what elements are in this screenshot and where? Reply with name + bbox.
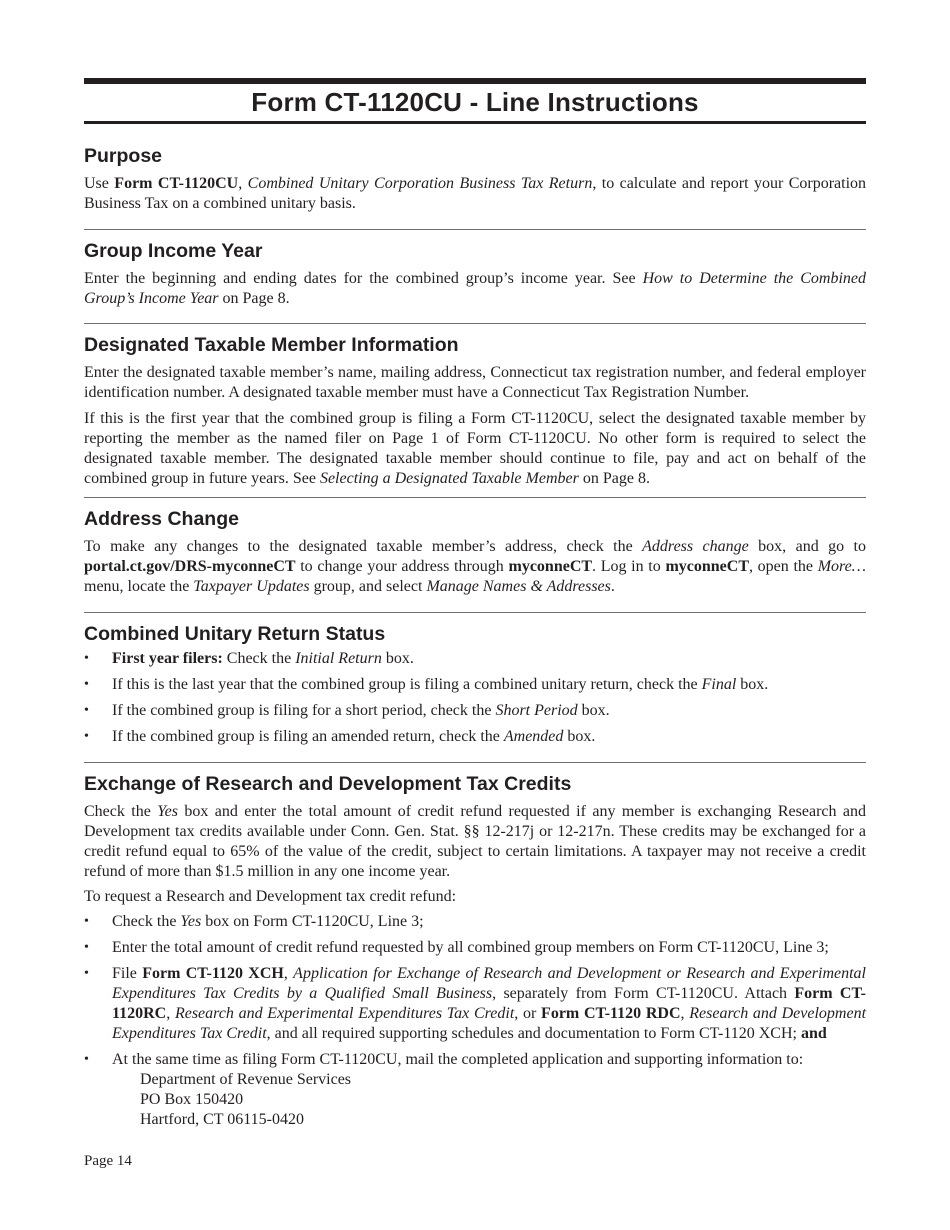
portal-link[interactable]: portal.ct.gov/DRS-myconneCT	[84, 558, 296, 575]
section-address-change	[84, 498, 866, 613]
list-item: • If the combined group is filing for a short period, check the Short Period box.	[84, 701, 866, 721]
research-credits-heading: Exchange of Research and Development Tax Credits	[84, 773, 572, 795]
section-group-income-year	[84, 230, 866, 324]
return-status-heading: Combined Unitary Return Status	[84, 623, 386, 645]
group-income-year-heading: Group Income Year	[84, 240, 263, 262]
address-line: Hartford, CT 06115-0420	[140, 1111, 304, 1128]
document-page	[84, 78, 866, 1136]
research-credits-list	[84, 912, 866, 1070]
section-purpose	[84, 143, 866, 230]
address-change-paragraph: To make any changes to the designated taxable member’s address, check the Address change box, and go to portal.ct.gov/DRS-myconneCT to change your address through myconneCT. Log in to myconneCT, open the More… menu, locate the Taxpayer Updates group, and select Manage Names & Addresses.	[84, 538, 866, 595]
mailing-address	[84, 1070, 866, 1130]
list-item: • First year filers: Check the Initial Return box.	[84, 649, 866, 669]
return-status-list	[84, 649, 866, 747]
list-item: • File Form CT-1120 XCH, Application for Exchange of Research and Development or Research and Experimental Expenditures Tax Credits by a Qualified Small Business, separately from Form CT-1120CU. Attach Form CT-1120RC, Research and Experimental Expenditures Tax Credit, or Form CT-1120 RDC, Research and Development Expenditures Tax Credit, and all required supporting schedules and documentation to Form CT-1120 XCH; and	[84, 964, 866, 1044]
page-number: Page 14	[84, 1153, 132, 1169]
list-item: • If this is the last year that the combined group is filing a combined unitary return, check the Final box.	[84, 675, 866, 695]
group-income-year-paragraph: Enter the beginning and ending dates for the combined group’s income year. See How to Determine the Combined Group’s Income Year on Page 8.	[84, 270, 866, 307]
designated-member-paragraph-1: Enter the designated taxable member’s name, mailing address, Connecticut tax registration number, and federal employer identification number. A designated taxable member must have a Connecticut Tax Registration Number.	[84, 364, 866, 401]
list-item: • Check the Yes box on Form CT-1120CU, Line 3;	[84, 912, 866, 932]
list-item: • If the combined group is filing an amended return, check the Amended box.	[84, 727, 866, 747]
purpose-paragraph: Use Form CT-1120CU, Combined Unitary Corporation Business Tax Return, to calculate and report your Corporation Business Tax on a combined unitary basis.	[84, 175, 867, 212]
designated-member-heading: Designated Taxable Member Information	[84, 334, 459, 356]
section-return-status	[84, 613, 866, 763]
list-item: • Enter the total amount of credit refund requested by all combined group members on Form CT-1120CU, Line 3;	[84, 938, 866, 958]
address-change-heading: Address Change	[84, 508, 239, 530]
research-credits-paragraph-1: Check the Yes box and enter the total amount of credit refund requested if any member is exchanging Research and Development tax credits available under Conn. Gen. Stat. §§ 12-217j or 12-217n. These credits may be exchanged for a credit refund equal to 65% of the value of the credit, subject to certain limitations. A taxpayer may not receive a credit refund of more than $1.5 million in any one income year.	[84, 803, 867, 880]
address-line: Department of Revenue Services	[140, 1071, 352, 1088]
research-credits-paragraph-2: To request a Research and Development tax credit refund:	[84, 888, 457, 905]
section-research-credits	[84, 763, 866, 1136]
page-title: Form CT-1120CU - Line Instructions	[251, 87, 699, 117]
section-designated-member	[84, 324, 866, 498]
designated-member-paragraph-2: If this is the first year that the combined group is filing a Form CT-1120CU, select the designated taxable member by reporting the member as the named filer on Page 1 of Form CT-1120CU. No other form is required to select the designated taxable member. The designated taxable member should continue to file, pay and act on behalf of the combined group in future years. See Selecting a Designated Taxable Member on Page 8.	[84, 410, 866, 487]
list-item: • At the same time as filing Form CT-1120CU, mail the completed application and supporting information to:	[84, 1050, 866, 1070]
purpose-heading: Purpose	[84, 145, 163, 167]
title-bar	[84, 78, 866, 124]
address-line: PO Box 150420	[140, 1091, 244, 1108]
